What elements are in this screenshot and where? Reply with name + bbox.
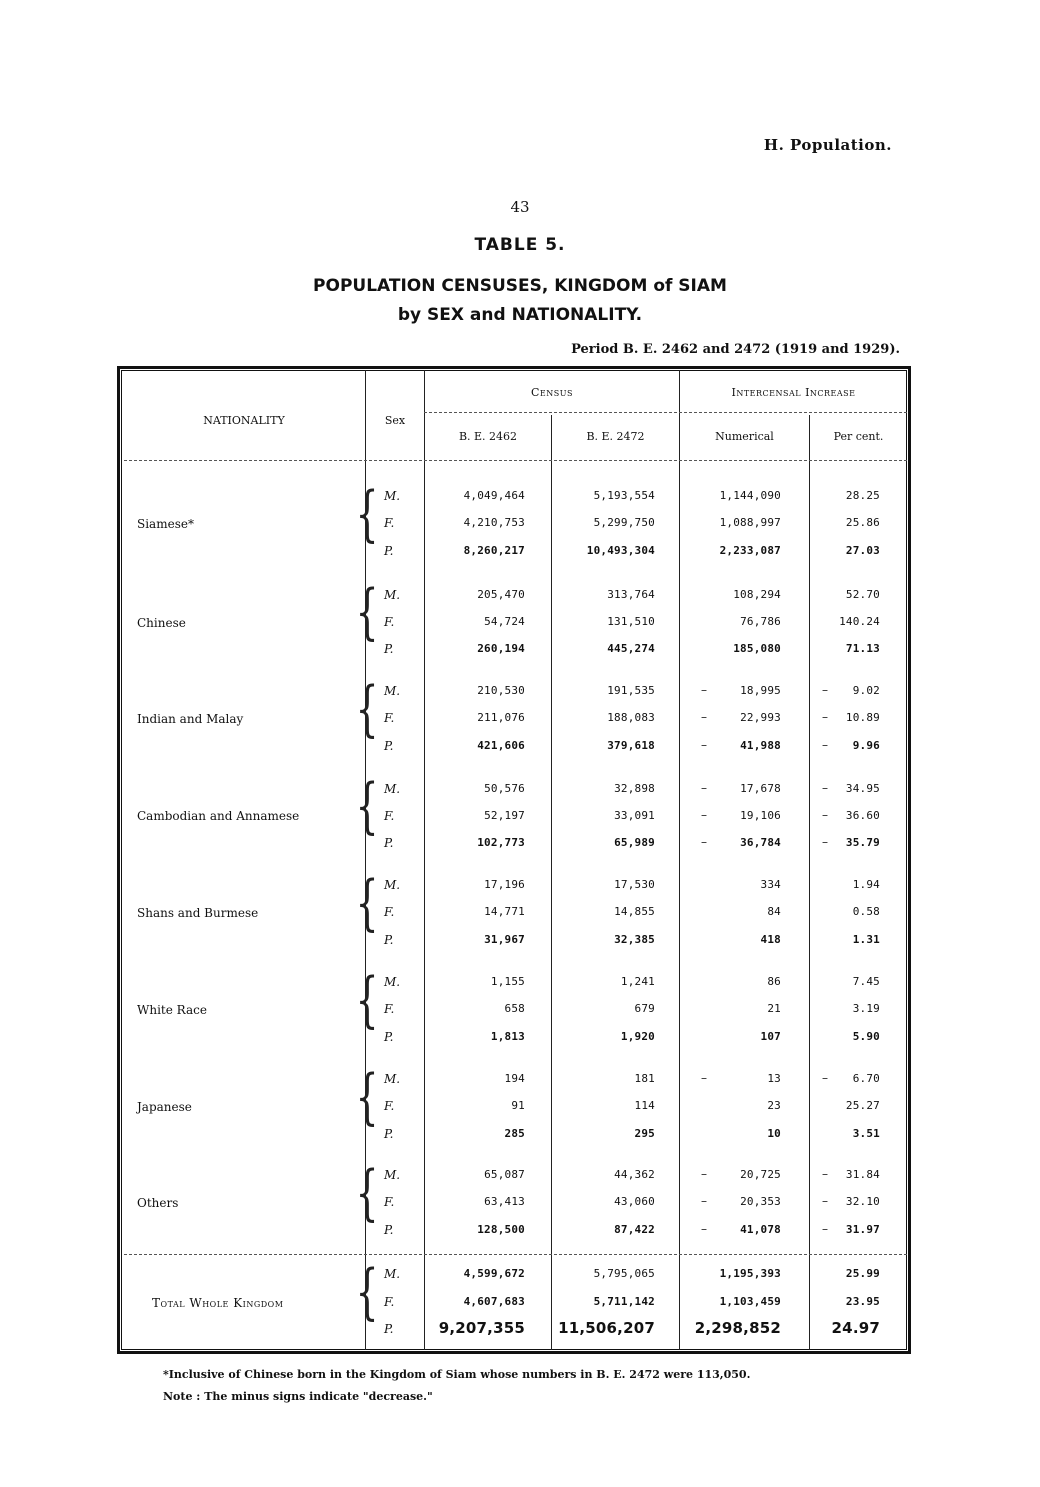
census-2472-cell: 131,510 [607, 615, 655, 628]
census-2462-cell: 91 [511, 1099, 525, 1112]
increase-percent-cell: 71.13 [845, 642, 880, 655]
census-2472-cell: 5,795,065 [593, 1267, 655, 1280]
census-2462-cell: 421,606 [477, 739, 525, 752]
sex-cell: P. [384, 836, 394, 850]
increase-percent-cell: 24.97 [831, 1319, 880, 1337]
minus-sign: – [701, 1222, 707, 1236]
group-brace: { [355, 1158, 379, 1228]
increase-percent-cell: 1.94 [852, 878, 880, 891]
increase-numerical-cell: 2,298,852 [694, 1319, 781, 1337]
increase-numerical-cell: 1,195,393 [719, 1267, 781, 1280]
census-2462-cell: 8,260,217 [463, 544, 525, 557]
increase-numerical-cell: 41,988 [740, 739, 781, 752]
sex-cell: M. [384, 975, 401, 989]
minus-sign: – [701, 835, 707, 849]
sex-cell: F. [384, 516, 395, 530]
increase-numerical-cell: 36,784 [740, 836, 781, 849]
increase-numerical-cell: 20,725 [740, 1168, 781, 1181]
census-2472-cell: 188,083 [607, 711, 655, 724]
group-brace: { [355, 868, 379, 938]
census-2472-cell: 679 [634, 1002, 655, 1015]
increase-percent-cell: 31.84 [845, 1168, 880, 1181]
group-label-cambodian-annamese: Cambodian and Annamese [137, 809, 300, 823]
increase-numerical-cell: 22,993 [740, 711, 781, 724]
sex-cell: P. [384, 642, 394, 656]
census-2462-cell: 205,470 [477, 588, 525, 601]
increase-numerical-cell: 86 [767, 975, 781, 988]
sex-cell: P. [384, 739, 394, 753]
increase-percent-cell: 23.95 [845, 1295, 880, 1308]
header-numerical: Numerical [715, 430, 774, 443]
group-brace: { [355, 577, 379, 647]
increase-percent-cell: 27.03 [845, 544, 880, 557]
sex-cell: P. [384, 1127, 394, 1141]
increase-percent-cell: 25.99 [845, 1267, 880, 1280]
census-2472-cell: 5,299,750 [593, 516, 655, 529]
census-2472-cell: 1,241 [620, 975, 655, 988]
table-subtitle-line2: by SEX and NATIONALITY. [397, 305, 643, 325]
minus-sign: – [701, 683, 707, 697]
census-2472-cell: 87,422 [614, 1223, 655, 1236]
sex-cell: M. [384, 1267, 401, 1281]
minus-sign: – [822, 1167, 828, 1181]
group-label-indian-malay: Indian and Malay [137, 712, 244, 726]
minus-sign: – [822, 781, 828, 795]
table-subtitle-line1: POPULATION CENSUSES, KINGDOM of SIAM [313, 276, 727, 296]
header-nationality: NATIONALITY [203, 414, 285, 427]
census-2462-cell: 14,771 [484, 905, 525, 918]
increase-percent-cell: 5.90 [852, 1030, 880, 1043]
increase-percent-cell: 9.02 [852, 684, 880, 697]
minus-sign: – [701, 808, 707, 822]
census-2472-cell: 5,193,554 [593, 489, 655, 502]
increase-percent-cell: 34.95 [845, 782, 880, 795]
census-2462-cell: 65,087 [484, 1168, 525, 1181]
sex-cell: P. [384, 1322, 394, 1336]
total-label: Total Whole Kingdom [152, 1296, 284, 1310]
census-2472-cell: 379,618 [607, 739, 655, 752]
sex-cell: M. [384, 878, 401, 892]
increase-percent-cell: 0.58 [852, 905, 880, 918]
census-2472-cell: 445,274 [607, 642, 655, 655]
census-2472-cell: 32,898 [614, 782, 655, 795]
group-label-siamese: Siamese* [137, 517, 194, 531]
increase-percent-cell: 25.86 [845, 516, 880, 529]
group-brace: { [355, 771, 379, 841]
group-label-others: Others [137, 1196, 179, 1210]
increase-percent-cell: 7.45 [852, 975, 880, 988]
group-brace: { [355, 1062, 379, 1132]
sex-cell: P. [384, 1223, 394, 1237]
increase-numerical-cell: 1,088,997 [719, 516, 781, 529]
increase-percent-cell: 35.79 [845, 836, 880, 849]
census-2462-cell: 128,500 [477, 1223, 525, 1236]
header-census: Census [531, 386, 573, 399]
increase-numerical-cell: 13 [767, 1072, 781, 1085]
census-2462-cell: 4,049,464 [463, 489, 525, 502]
group-brace: { [355, 1257, 379, 1327]
increase-percent-cell: 32.10 [845, 1195, 880, 1208]
census-2462-cell: 211,076 [477, 711, 525, 724]
census-2462-cell: 4,607,683 [463, 1295, 525, 1308]
group-brace: { [355, 965, 379, 1035]
total-top-rule [124, 1254, 907, 1255]
increase-numerical-cell: 21 [767, 1002, 781, 1015]
sex-cell: M. [384, 782, 401, 796]
increase-numerical-cell: 19,106 [740, 809, 781, 822]
increase-numerical-cell: 18,995 [740, 684, 781, 697]
header-intercensal-increase: Intercensal Increase [731, 386, 856, 399]
census-2462-cell: 17,196 [484, 878, 525, 891]
header-sex: Sex [384, 414, 406, 427]
increase-percent-cell: 28.25 [845, 489, 880, 502]
increase-numerical-cell: 10 [767, 1127, 781, 1140]
census-2472-cell: 17,530 [614, 878, 655, 891]
increase-numerical-cell: 1,103,459 [719, 1295, 781, 1308]
increase-numerical-cell: 2,233,087 [719, 544, 781, 557]
increase-percent-cell: 6.70 [852, 1072, 880, 1085]
footnote-inclusive: *Inclusive of Chinese born in the Kingdom of Siam whose numbers in B. E. 2472 were 113,050. [163, 1368, 751, 1381]
minus-sign: – [822, 1071, 828, 1085]
group-label-shans-burmese: Shans and Burmese [137, 906, 259, 920]
group-label-japanese: Japanese [137, 1100, 192, 1114]
census-2462-cell: 102,773 [477, 836, 525, 849]
increase-percent-cell: 10.89 [845, 711, 880, 724]
minus-sign: – [701, 1071, 707, 1085]
census-2472-cell: 5,711,142 [593, 1295, 655, 1308]
increase-percent-cell: 3.51 [852, 1127, 880, 1140]
increase-percent-cell: 52.70 [845, 588, 880, 601]
minus-sign: – [701, 738, 707, 752]
increase-percent-cell: 140.24 [839, 615, 880, 628]
sex-cell: F. [384, 711, 395, 725]
increase-numerical-cell: 185,080 [733, 642, 781, 655]
increase-numerical-cell: 1,144,090 [719, 489, 781, 502]
minus-sign: – [822, 738, 828, 752]
census-2472-cell: 114 [634, 1099, 655, 1112]
increase-percent-cell: 9.96 [852, 739, 880, 752]
sex-cell: F. [384, 1099, 395, 1113]
minus-sign: – [822, 683, 828, 697]
census-2462-cell: 63,413 [484, 1195, 525, 1208]
census-2462-cell: 50,576 [484, 782, 525, 795]
increase-percent-cell: 1.31 [852, 933, 880, 946]
header-subrule [424, 412, 907, 413]
census-2472-cell: 313,764 [607, 588, 655, 601]
census-2472-cell: 1,920 [620, 1030, 655, 1043]
increase-percent-cell: 3.19 [852, 1002, 880, 1015]
header-percent: Per cent. [833, 430, 884, 443]
census-2472-cell: 44,362 [614, 1168, 655, 1181]
table-title: TABLE 5. [474, 235, 566, 255]
increase-numerical-cell: 84 [767, 905, 781, 918]
census-2462-cell: 658 [504, 1002, 525, 1015]
sex-cell: M. [384, 489, 401, 503]
group-label-white-race: White Race [137, 1003, 207, 1017]
minus-sign: – [701, 710, 707, 724]
census-2472-cell: 181 [634, 1072, 655, 1085]
increase-numerical-cell: 76,786 [740, 615, 781, 628]
census-2462-cell: 54,724 [484, 615, 525, 628]
sex-cell: M. [384, 1168, 401, 1182]
sex-cell: P. [384, 933, 394, 947]
sex-cell: F. [384, 809, 395, 823]
sex-cell: F. [384, 1195, 395, 1209]
increase-numerical-cell: 107 [760, 1030, 781, 1043]
census-2462-cell: 194 [504, 1072, 525, 1085]
census-2462-cell: 260,194 [477, 642, 525, 655]
minus-sign: – [701, 781, 707, 795]
group-brace: { [355, 674, 379, 744]
census-2472-cell: 11,506,207 [558, 1319, 655, 1337]
sex-cell: F. [384, 1002, 395, 1016]
sex-cell: M. [384, 684, 401, 698]
increase-numerical-cell: 20,353 [740, 1195, 781, 1208]
footnote-minus-signs: Note : The minus signs indicate "decrease." [163, 1390, 433, 1403]
census-2472-cell: 43,060 [614, 1195, 655, 1208]
census-2472-cell: 14,855 [614, 905, 655, 918]
increase-percent-cell: 31.97 [845, 1223, 880, 1236]
increase-percent-cell: 36.60 [845, 809, 880, 822]
increase-numerical-cell: 334 [760, 878, 781, 891]
period-line: Period B. E. 2462 and 2472 (1919 and 1929). [571, 342, 900, 357]
census-2462-cell: 4,210,753 [463, 516, 525, 529]
census-2462-cell: 4,599,672 [463, 1267, 525, 1280]
page-number: 43 [510, 198, 530, 216]
minus-sign: – [822, 1222, 828, 1236]
minus-sign: – [822, 835, 828, 849]
census-2472-cell: 33,091 [614, 809, 655, 822]
increase-numerical-cell: 17,678 [740, 782, 781, 795]
minus-sign: – [701, 1167, 707, 1181]
header-bottom-rule [124, 460, 907, 461]
census-2462-cell: 210,530 [477, 684, 525, 697]
sex-cell: F. [384, 615, 395, 629]
minus-sign: – [822, 710, 828, 724]
sex-cell: M. [384, 588, 401, 602]
census-2462-cell: 31,967 [484, 933, 525, 946]
header-be2462: B. E. 2462 [458, 430, 518, 443]
increase-numerical-cell: 23 [767, 1099, 781, 1112]
sex-cell: P. [384, 1030, 394, 1044]
census-2462-cell: 285 [504, 1127, 525, 1140]
minus-sign: – [822, 1194, 828, 1208]
census-2462-cell: 1,155 [490, 975, 525, 988]
increase-numerical-cell: 418 [760, 933, 781, 946]
minus-sign: – [822, 808, 828, 822]
census-2472-cell: 10,493,304 [586, 544, 655, 557]
census-2472-cell: 191,535 [607, 684, 655, 697]
sex-cell: F. [384, 1295, 395, 1309]
header-be2472: B. E. 2472 [586, 430, 645, 443]
sex-cell: P. [384, 544, 394, 558]
census-2462-cell: 52,197 [484, 809, 525, 822]
increase-percent-cell: 25.27 [845, 1099, 880, 1112]
census-2472-cell: 295 [634, 1127, 655, 1140]
census-2462-cell: 9,207,355 [438, 1319, 525, 1337]
increase-numerical-cell: 108,294 [733, 588, 781, 601]
census-2472-cell: 32,385 [614, 933, 655, 946]
group-brace: { [355, 479, 379, 549]
census-2462-cell: 1,813 [490, 1030, 525, 1043]
section-heading: H. Population. [763, 136, 892, 154]
minus-sign: – [701, 1194, 707, 1208]
group-label-chinese: Chinese [137, 616, 186, 630]
census-2472-cell: 65,989 [614, 836, 655, 849]
sex-cell: F. [384, 905, 395, 919]
sex-cell: M. [384, 1072, 401, 1086]
increase-numerical-cell: 41,078 [740, 1223, 781, 1236]
